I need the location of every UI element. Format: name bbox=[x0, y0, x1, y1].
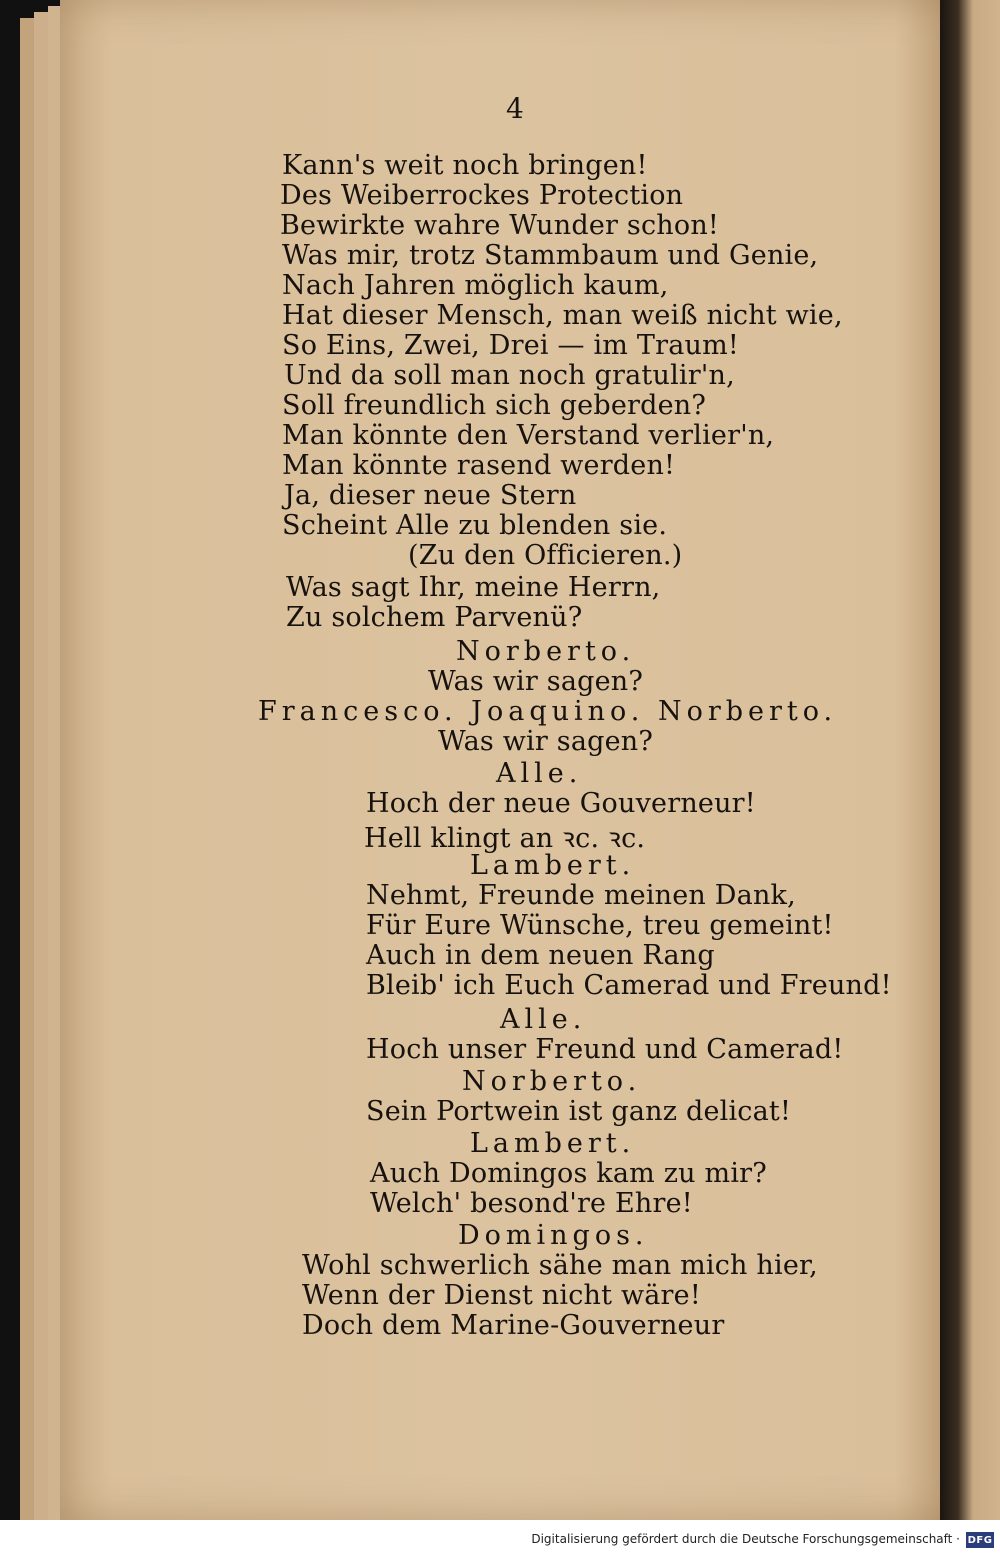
speaker-name: Lambert. bbox=[470, 850, 636, 881]
verse-line: Nach Jahren möglich kaum, bbox=[282, 270, 669, 301]
verse-line: Für Eure Wünsche, treu gemeint! bbox=[366, 910, 834, 941]
verse-line: Hell klingt an ꝛc. ꝛc. bbox=[364, 823, 646, 854]
verse-line: Soll freundlich sich geberden? bbox=[282, 390, 707, 421]
speaker-name: Norberto. bbox=[456, 636, 636, 667]
verse-line: Man könnte den Verstand verlier'n, bbox=[282, 420, 775, 451]
funding-credit: Digitalisierung gefördert durch die Deutsche Forschungsgemeinschaft · bbox=[531, 1532, 960, 1546]
verse-line: Ja, dieser neue Stern bbox=[284, 480, 577, 511]
speaker-name: Alle. bbox=[496, 758, 583, 789]
verse-line: Was wir sagen? bbox=[428, 666, 644, 697]
verse-line: Hoch der neue Gouverneur! bbox=[366, 788, 756, 819]
speaker-name: Alle. bbox=[500, 1004, 587, 1035]
verse-line: Was wir sagen? bbox=[438, 726, 654, 757]
verse-line: Was sagt Ihr, meine Herrn, bbox=[286, 572, 661, 603]
verse-line: Auch Domingos kam zu mir? bbox=[370, 1158, 767, 1189]
page-number: 4 bbox=[506, 92, 524, 125]
verse-line: Man könnte rasend werden! bbox=[282, 450, 676, 481]
verse-line: So Eins, Zwei, Drei — im Traum! bbox=[282, 330, 739, 361]
verse-line: Zu solchem Parvenü? bbox=[286, 602, 583, 633]
verse-line: Nehmt, Freunde meinen Dank, bbox=[366, 880, 796, 911]
verse-line: Des Weiberrockes Protection bbox=[280, 180, 684, 211]
verse-line: Doch dem Marine-Gouverneur bbox=[302, 1310, 725, 1341]
verse-line: Hoch unser Freund und Camerad! bbox=[366, 1034, 844, 1065]
speaker-name: Francesco. Joaquino. Norberto. bbox=[258, 696, 838, 727]
verse-line: Hat dieser Mensch, man weiß nicht wie, bbox=[282, 300, 843, 331]
verse-line: Scheint Alle zu blenden sie. bbox=[282, 510, 668, 541]
verse-line: Und da soll man noch gratulir'n, bbox=[284, 360, 735, 391]
verse-line: Was mir, trotz Stammbaum und Genie, bbox=[282, 240, 819, 271]
digitization-footer bbox=[0, 1520, 1000, 1554]
verse-line: Auch in dem neuen Rang bbox=[366, 940, 715, 971]
book-gutter bbox=[940, 0, 1000, 1520]
verse-line: Bleib' ich Euch Camerad und Freund! bbox=[366, 970, 892, 1001]
speaker-name: Lambert. bbox=[470, 1128, 636, 1159]
verse-line: Wenn der Dienst nicht wäre! bbox=[302, 1280, 701, 1311]
speaker-name: Domingos. bbox=[458, 1220, 649, 1251]
verse-line: Bewirkte wahre Wunder schon! bbox=[280, 210, 719, 241]
dfg-logo: DFG bbox=[966, 1532, 994, 1548]
verse-line: Sein Portwein ist ganz delicat! bbox=[366, 1096, 792, 1127]
verse-line: Welch' besond're Ehre! bbox=[370, 1188, 693, 1219]
verse-line: Wohl schwerlich sähe man mich hier, bbox=[302, 1250, 818, 1281]
stage-direction: (Zu den Officieren.) bbox=[408, 540, 683, 571]
verse-line: Kann's weit noch bringen! bbox=[282, 150, 648, 181]
speaker-name: Norberto. bbox=[462, 1066, 642, 1097]
